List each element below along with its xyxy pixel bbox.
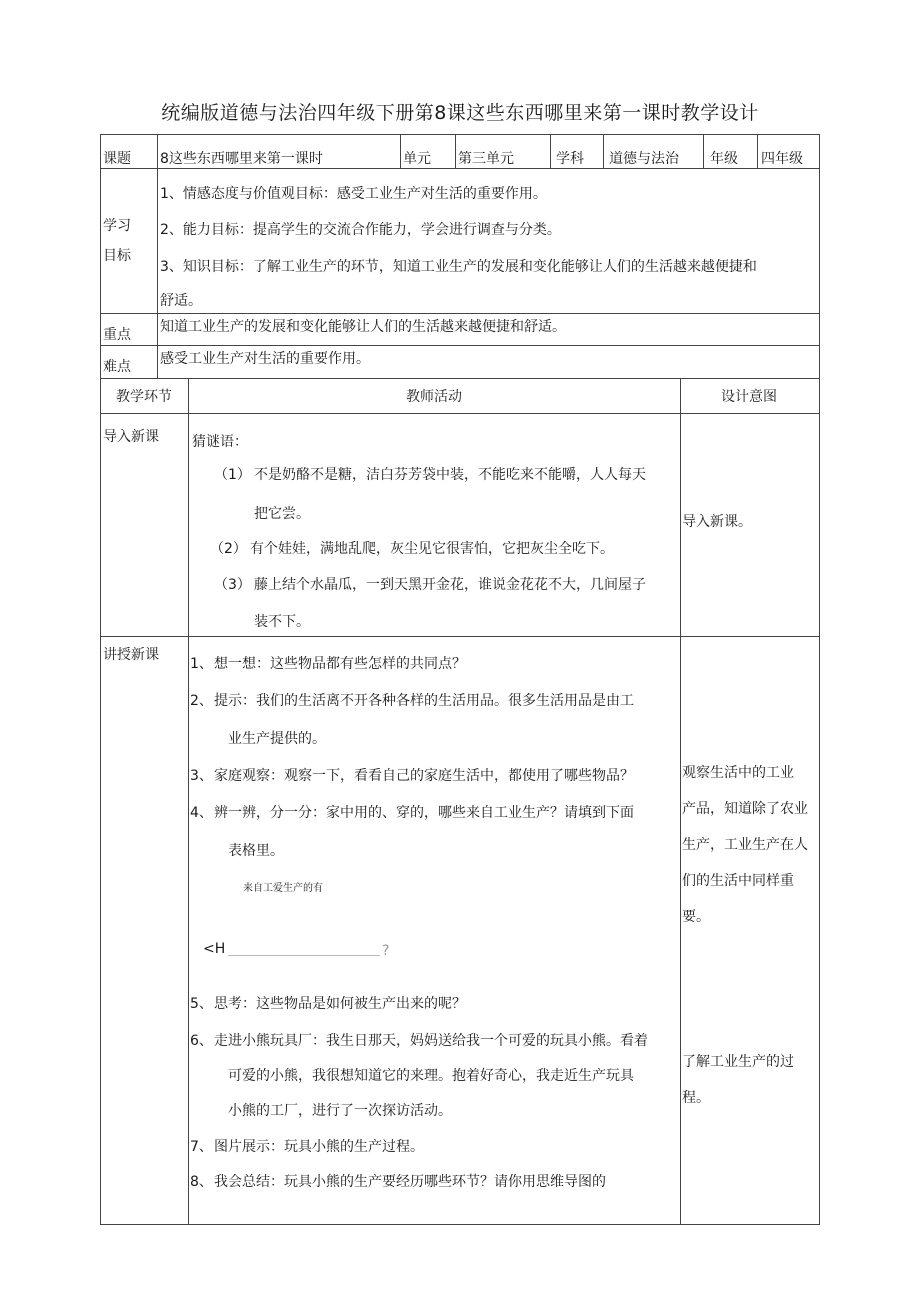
objective-item: 舒适。 — [160, 293, 202, 309]
table-caption: 来自工爱生产的有 — [243, 883, 323, 894]
step-text: 我会总结：玩具小熊的生产要经历哪些环节？请你用思维导图的 — [214, 1174, 606, 1190]
riddle-text: 藤上结个水晶瓜，一到天黑开金花，谁说金花花不大，几间屋子 — [254, 577, 646, 593]
riddle-text-cont: 装不下。 — [254, 614, 310, 630]
step-text: 提示：我们的生活离不开各种各样的生活用品。很多生活用品是由工 — [214, 693, 634, 709]
objectives-label-line2: 目标 — [103, 248, 131, 264]
riddle-text: 不是奶酪不是糖，洁白芬芳袋中装，不能吃来不能嚼，人人每天 — [254, 467, 646, 483]
step-text: 图片展示：玩具小熊的生产过程。 — [214, 1139, 424, 1155]
topic-value: 8这些东西哪里来第一课时 — [160, 151, 323, 167]
step-number: 6、 — [190, 1033, 213, 1049]
grade-label: 年级 — [710, 151, 738, 167]
lesson-intent-line: 要。 — [682, 909, 710, 925]
unit-label: 单元 — [403, 151, 431, 167]
topic-label: 课题 — [103, 151, 131, 167]
step-number: 2、 — [190, 693, 213, 709]
step-text: 思考：这些物品是如何被生产出来的呢？ — [214, 996, 466, 1012]
step-text-cont: 业生产提供的。 — [228, 731, 326, 747]
col-intent-header: 设计意图 — [721, 389, 777, 405]
riddle-number: （3） — [214, 577, 251, 593]
step-text-cont: 小熊的工厂，进行了一次探访活动。 — [228, 1103, 452, 1119]
step-number: 1、 — [190, 656, 213, 672]
step-text: 辨一辨，分一分：家中用的、穿的，哪些来自工业生产？请填到下面 — [214, 805, 634, 821]
step-text: 想一想：这些物品都有些怎样的共同点？ — [214, 656, 466, 672]
lesson-intent-line: 了解工业生产的过 — [682, 1054, 794, 1070]
step-number: 5、 — [190, 996, 213, 1012]
riddle-number: （2） — [210, 541, 247, 557]
objective-item: 2、能力目标：提高学生的交流合作能力，学会进行调查与分类。 — [160, 222, 561, 238]
grade-value: 四年级 — [761, 151, 803, 167]
subject-label: 学科 — [556, 151, 584, 167]
step-number: 3、 — [190, 768, 213, 784]
intro-stage: 导入新课 — [103, 429, 159, 445]
step-text: 家庭观察：观察一下，看看自己的家庭生活中，都使用了哪些物品？ — [214, 768, 634, 784]
lesson-intent-line: 们的生活中同样重 — [682, 873, 794, 889]
step-text: 走进小熊玩具厂：我生日那天，妈妈送给我一个可爱的玩具小熊。看着 — [214, 1033, 648, 1049]
subject-value: 道德与法治 — [609, 151, 679, 167]
unit-value: 第三单元 — [458, 151, 514, 167]
step-text-cont: 表格里。 — [228, 843, 284, 859]
objective-item: 3、知识目标：了解工业生产的环节，知道工业生产的发展和变化能够让人们的生活越来越便捷和 — [160, 259, 757, 275]
col-stage-header: 教学环节 — [116, 389, 172, 405]
document-title: 统编版道德与法治四年级下册第8课这些东西哪里来第一课时教学设计 — [161, 102, 759, 124]
intro-heading: 猜谜语： — [192, 434, 248, 450]
objectives-label-line1: 学习 — [103, 218, 131, 234]
riddle-text-cont: 把它尝。 — [254, 506, 310, 522]
key-point-value: 知道工业生产的发展和变化能够让人们的生活越来越便捷和舒适。 — [160, 319, 566, 335]
step-number: 8、 — [190, 1174, 213, 1190]
intro-intent: 导入新课。 — [682, 514, 752, 530]
step-text-cont: 可爱的小熊，我很想知道它的来理。抱着好奇心，我走近生产玩具 — [228, 1068, 634, 1084]
lesson-intent-line: 生产，工业生产在人 — [682, 837, 808, 853]
lesson-intent-line: 观察生活中的工业 — [682, 765, 794, 781]
difficult-point-label: 难点 — [103, 359, 131, 375]
lesson-intent-line: 程。 — [682, 1090, 710, 1106]
blank-suffix: ? — [382, 943, 390, 959]
step-number: 7、 — [190, 1139, 213, 1155]
col-teacher-header: 教师活动 — [406, 389, 462, 405]
riddle-text: 有个娃娃，满地乱爬，灰尘见它很害怕，它把灰尘全吃下。 — [250, 541, 614, 557]
step-number: 4、 — [190, 805, 213, 821]
riddle-number: （1） — [214, 467, 251, 483]
blank-prefix: <H — [203, 941, 226, 957]
difficult-point-value: 感受工业生产对生活的重要作用。 — [160, 351, 370, 367]
lesson-stage: 讲授新课 — [103, 647, 159, 663]
lesson-intent-line: 产品，知道除了农业 — [682, 801, 808, 817]
fill-in-blank-line — [228, 955, 380, 956]
objective-item: 1、情感态度与价值观目标：感受工业生产对生活的重要作用。 — [160, 186, 547, 202]
key-point-label: 重点 — [103, 327, 131, 343]
